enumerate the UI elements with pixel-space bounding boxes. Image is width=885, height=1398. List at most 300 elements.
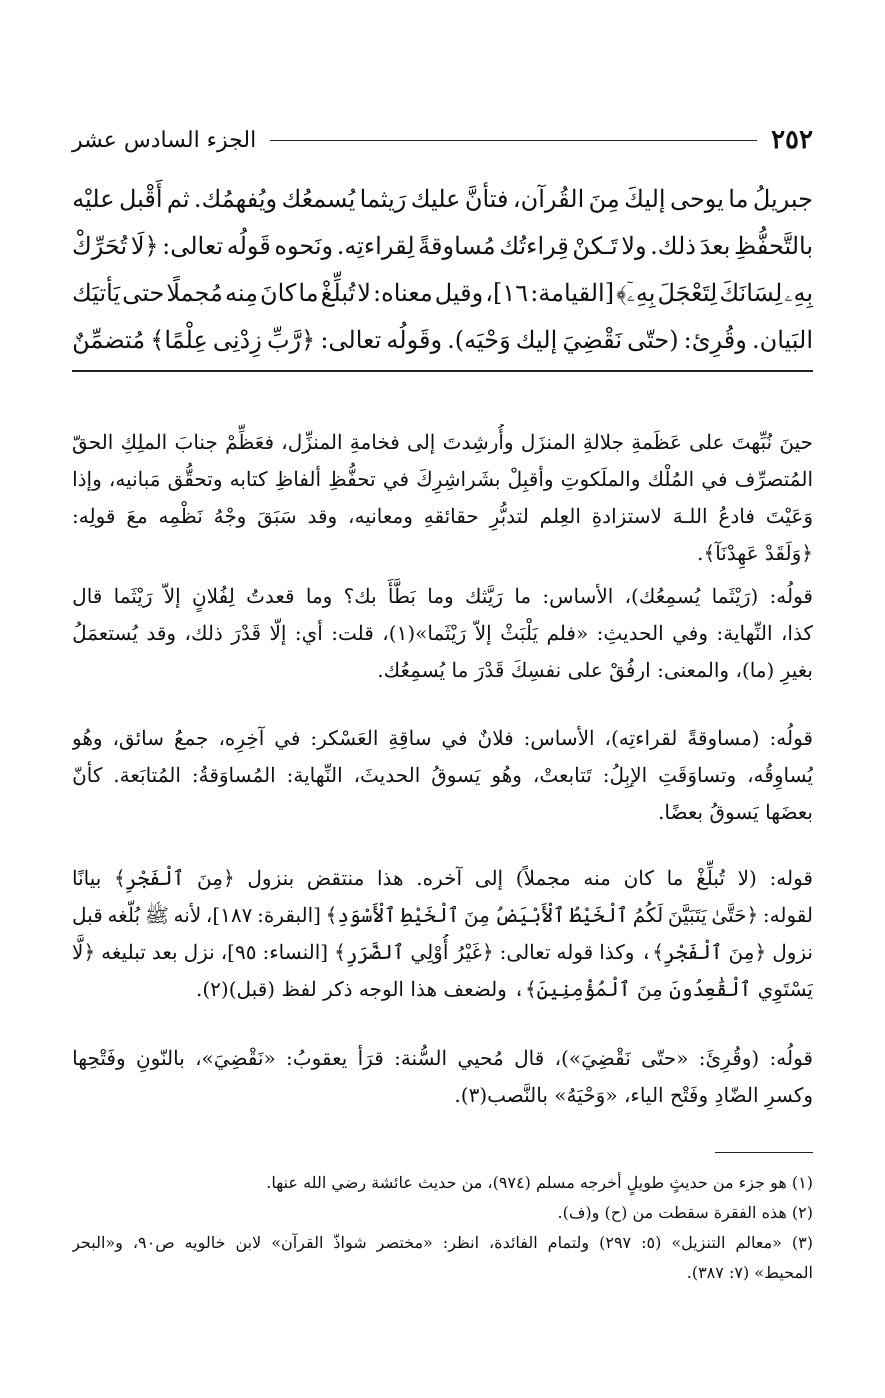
main-text-line	[72, 176, 813, 223]
word: «وَحْيَهُ»	[554, 1083, 618, 1107]
word: ألفاظِ	[274, 467, 322, 491]
word: بالنّونِ	[135, 1046, 185, 1070]
word: وَحْيَه).	[447, 326, 511, 354]
word: حينَ	[779, 430, 813, 454]
word: يَسْتَوِي	[757, 977, 813, 1001]
word: (قبل)(٢).	[196, 977, 276, 1001]
word: الضّادِ	[714, 1083, 759, 1107]
word: الياء،	[623, 1083, 664, 1107]
word: حقائقهِ	[423, 504, 479, 528]
word: وكسرِ	[764, 1083, 813, 1107]
word: ذلك.	[650, 232, 696, 260]
word: الملِكِ	[120, 430, 168, 454]
word: اللـهَ	[672, 504, 708, 528]
word: بعد	[151, 940, 178, 964]
footnote-line	[72, 1168, 813, 1198]
word: ٩٥]،	[220, 940, 257, 964]
word: الله	[303, 1173, 327, 1192]
word: نَقْضِيَ»)،	[554, 1046, 631, 1070]
word: مِنَ	[588, 185, 620, 213]
word: كانَ	[259, 279, 297, 307]
word: ﷺ	[144, 903, 169, 927]
word: عليْه	[72, 185, 115, 213]
word: على	[567, 658, 603, 682]
word: مُساوقةً	[418, 232, 496, 260]
word: «نَقْضِيَ»،	[195, 1046, 276, 1070]
word: ولتمام	[547, 1233, 590, 1252]
word: ﴿وَلَقَدْ	[764, 541, 813, 565]
word: منتقض	[306, 866, 365, 890]
word: يَتَبَيَّنَ	[667, 903, 707, 927]
word: ص٩٠،	[132, 1233, 175, 1252]
word: لقراءتِه)،	[604, 726, 678, 750]
word: على	[689, 430, 725, 454]
word: العِلم	[539, 504, 581, 528]
word: يعقوبُ:	[286, 1046, 348, 1070]
word: بعضًا.	[658, 800, 704, 824]
word: لأنه	[173, 903, 202, 927]
word: قولُه:	[769, 584, 813, 608]
word: نَظْمِه	[158, 504, 203, 528]
word: ولا	[621, 232, 647, 260]
word: إلّا	[269, 621, 287, 645]
word: بك؟	[343, 584, 377, 608]
word: وقد	[146, 621, 177, 645]
word: فادعُ	[718, 504, 755, 528]
word: لتدبُّرِ	[489, 504, 529, 528]
word: وما	[305, 584, 333, 608]
word: معناه:	[373, 279, 433, 307]
word: فلانٌ	[477, 726, 514, 750]
word: بَطَّأَ	[387, 584, 416, 608]
word: ﴿رَّبِّ	[266, 326, 316, 354]
commentary-line	[72, 897, 813, 934]
word: لفظ	[281, 977, 317, 1001]
word: وقُرِئ:	[683, 326, 747, 354]
word: سائق،	[112, 726, 165, 750]
commentary-line	[72, 1077, 813, 1114]
word: النِّهاية:	[286, 763, 343, 787]
word: في	[274, 726, 301, 750]
word: كان	[623, 866, 654, 890]
word: ٢٩٧)	[599, 1233, 632, 1252]
word: قال	[72, 584, 103, 608]
word: المُتابَعة.	[113, 763, 181, 787]
commentary-line	[72, 794, 813, 831]
word: (وقُرِئَ:	[698, 1046, 760, 1070]
word: ٱلْقَٰعِدُونَ	[669, 977, 752, 1001]
word: هذه	[761, 1203, 787, 1222]
word: الحديثِ:	[596, 621, 664, 645]
word: «مختصر	[376, 1233, 433, 1252]
word: «معالم	[735, 1233, 782, 1252]
page-number: ٢٥٢	[771, 125, 813, 155]
word: عنها.	[266, 1173, 298, 1192]
word: وأُرشِدتَ	[442, 430, 514, 454]
header-rule	[270, 140, 757, 141]
word: قَدْرَ	[474, 658, 505, 682]
word: و(ف).	[557, 1203, 600, 1222]
word: تعالى:	[162, 232, 224, 260]
word: تحفُّظِ	[328, 467, 376, 491]
word: مِنَ	[463, 903, 490, 927]
word: لِفُلانٍ	[191, 584, 235, 608]
word: بنزول	[247, 866, 295, 890]
word: في	[382, 467, 410, 491]
word: (ما)،	[735, 658, 775, 682]
word: مَبانيه،	[108, 467, 161, 491]
word: ١٦]،	[485, 279, 529, 307]
footnotes	[72, 1168, 813, 1288]
word: مِنَ	[636, 977, 663, 1001]
word: مِنه	[224, 279, 258, 307]
word: (ح)	[604, 1203, 628, 1222]
word: إليك	[515, 326, 558, 354]
word: ٱلْخَيْطِ	[400, 903, 460, 927]
commentary-line	[72, 971, 813, 1008]
word: الحديثَ،	[353, 763, 421, 787]
word: حديثٍ	[669, 1173, 708, 1192]
word: وقد	[307, 504, 338, 528]
word: (٩٧٤)،	[487, 1173, 531, 1192]
commentary-line	[72, 934, 813, 971]
word: وفَتْحِها	[72, 1046, 126, 1070]
word: وجْهُ	[213, 504, 247, 528]
word: و«البحر	[72, 1233, 123, 1252]
word: وهُو	[72, 726, 103, 750]
word: وكذا	[599, 940, 635, 964]
word: التنزيل»	[671, 1233, 726, 1252]
word: وإذا	[72, 467, 102, 491]
word: لِقراءتِه.	[336, 232, 415, 260]
word: جبريلُ	[752, 185, 813, 213]
word: نفسِكَ	[510, 658, 562, 682]
word: لقوله:	[762, 903, 813, 927]
word: قولُه:	[769, 726, 813, 750]
word: قِراءتُك	[499, 232, 569, 260]
commentary-line	[72, 498, 813, 535]
word: يَسوقُ	[709, 800, 759, 824]
word: ما	[451, 658, 469, 682]
word: وفي	[672, 621, 709, 645]
word: سقطت	[658, 1203, 709, 1222]
word: وتحقُّق	[167, 467, 223, 491]
word: جنابَ	[174, 430, 218, 454]
word: الأساس:	[523, 726, 595, 750]
footnote-rule	[715, 1152, 813, 1153]
word: قَدْرَ	[231, 621, 261, 645]
word: ثم	[166, 185, 190, 213]
word: مُحيي	[457, 1046, 504, 1070]
word: عليك	[410, 185, 461, 213]
word: ٱلْأَسْوَدِ﴾	[325, 903, 396, 927]
word: قولِه:	[72, 504, 116, 528]
word: النِّهاية:	[716, 621, 773, 645]
word: قوله:	[769, 866, 813, 890]
commentary-line	[72, 615, 813, 652]
word: ٱلضَّرَرِ﴾	[334, 940, 405, 964]
word: قعدتُ	[246, 584, 295, 608]
word: بِهِۦٓ﴾	[616, 279, 656, 307]
main-text-line	[72, 270, 813, 317]
word: تعالى:	[320, 326, 382, 354]
word: يُساوِقُه،	[747, 763, 813, 787]
running-title: الجزء السادس عشر	[72, 127, 257, 153]
commentary-line	[72, 757, 813, 794]
word: هذا	[377, 866, 404, 890]
word: المُتصرِّف	[734, 467, 813, 491]
word: المُساوَقةُ:	[191, 763, 276, 787]
word: (١)	[791, 1173, 813, 1192]
word: يَأتيَك	[72, 279, 121, 307]
word: الحقّ	[72, 430, 114, 454]
word: هو	[770, 1173, 787, 1192]
word: حديث	[418, 1173, 457, 1192]
word: عِلْمًا﴾	[150, 326, 208, 354]
word: خالويه	[184, 1233, 226, 1252]
word: البَيان.	[751, 326, 813, 354]
word: تبليغه	[101, 940, 146, 964]
word: رضي	[331, 1173, 367, 1192]
word: زِدْنِى	[212, 326, 262, 354]
word: من	[632, 1203, 654, 1222]
word: نُبِّهتَ	[731, 430, 773, 454]
word: ٣٨٧).	[686, 1263, 724, 1282]
word: وهُو	[491, 763, 522, 787]
commentary-line	[72, 652, 813, 689]
word: وقيل	[434, 279, 484, 307]
word: من	[461, 1173, 483, 1192]
word: جزء	[738, 1173, 765, 1192]
word: وقَولُه	[386, 326, 443, 354]
word: إلى	[407, 430, 436, 454]
word: بغيرِ	[780, 658, 813, 682]
word: الوجه	[358, 977, 404, 1001]
word: رَيْثَما»(١)،	[382, 621, 467, 645]
word: القرآن»	[271, 1233, 324, 1252]
main-text	[72, 176, 813, 364]
word: لا	[357, 279, 371, 307]
word: بشَراشِرِكَ	[416, 467, 501, 491]
word: المنزَل	[520, 430, 576, 454]
word: يُسمِعُك.	[377, 658, 446, 682]
word: رَيثما	[359, 185, 407, 213]
word: بالتَّحفُّظِ	[734, 232, 813, 260]
word: ما	[514, 584, 532, 608]
commentary-line	[72, 1040, 813, 1077]
word: (لا	[737, 866, 757, 890]
word: ٱلْمُؤْمِنِينَ﴾،	[513, 977, 631, 1001]
word: وتساوَقَتِ	[658, 763, 737, 787]
word: بِهِۦ	[784, 279, 813, 307]
word: عَظَمةِ	[631, 430, 682, 454]
main-text-line	[72, 317, 813, 364]
word: رَيْثَما	[113, 584, 153, 608]
word: (حتّى	[627, 326, 679, 354]
word: تَـكنْ	[572, 232, 618, 260]
word: معَ	[126, 504, 148, 528]
word: طويلٍ	[626, 1173, 665, 1192]
word: أُوْلِي	[410, 940, 449, 964]
word: تُبلِّغْ	[320, 279, 356, 307]
word: ﴿غَيْرُ	[454, 940, 494, 964]
word: السُّنة:	[394, 1046, 448, 1070]
footnote-line	[72, 1198, 813, 1228]
word: ما	[298, 279, 319, 307]
word: يُسمِعُك)،	[624, 584, 701, 608]
word: ﴿لَّا	[72, 940, 96, 964]
word: وفَتْح	[669, 1083, 709, 1107]
text-commentary-separator	[72, 370, 813, 372]
word: ﴿حَتَّىٰ	[711, 903, 759, 927]
word: إليكَ	[624, 185, 666, 213]
word: آخره.	[416, 866, 463, 890]
word: ساقِةِ	[388, 726, 432, 750]
word: قلت:	[331, 621, 374, 645]
word: مُجملًا	[166, 279, 223, 307]
word: فعَظِّمْ	[225, 430, 275, 454]
word: قوله	[556, 940, 594, 964]
word: تعالى:	[499, 940, 551, 964]
word: لابن	[235, 1233, 262, 1252]
word: يَلْبَثْ	[500, 621, 539, 645]
word: [القيامة:	[530, 279, 615, 307]
word: عائشة	[371, 1173, 413, 1192]
word: الفقرة	[713, 1203, 757, 1222]
word: آخِرِه،	[218, 726, 265, 750]
commentary-line	[72, 578, 813, 615]
word: سَبَقَ	[257, 504, 297, 528]
word: ٱلْفَجْرِ﴾،	[640, 940, 723, 964]
word: ٱلْأَبْيَضُ	[494, 903, 565, 927]
word: منه	[583, 866, 611, 890]
word: ذلك،	[184, 621, 223, 645]
word: «حتّى	[641, 1046, 689, 1070]
main-text-line	[72, 223, 813, 270]
word: (٧:	[728, 1263, 750, 1282]
word: ولضعف	[443, 977, 507, 1001]
word: إلاّ	[163, 584, 181, 608]
running-head	[72, 120, 813, 160]
word: ومعانيه،	[348, 504, 413, 528]
word: نَقْضِيَ	[562, 326, 622, 354]
commentary-line	[72, 424, 813, 461]
word: بالنَّصب(٣).	[454, 1083, 548, 1107]
word: ١٨٧]،	[205, 903, 253, 927]
word: أي:	[294, 621, 323, 645]
word: يُستعمَلُ	[72, 621, 138, 645]
footnote-line	[72, 1258, 813, 1288]
word: قَولُه	[226, 232, 271, 260]
word: قولُه:	[769, 1046, 813, 1070]
commentary-paragraph	[72, 720, 813, 831]
word: الإبِلُ:	[602, 763, 648, 787]
word: أَقْبل	[118, 185, 163, 213]
commentary-paragraph	[72, 424, 813, 572]
word: ما	[728, 185, 749, 213]
word: الأساس:	[542, 584, 614, 608]
word: ٱلْفَجْرِ﴾	[114, 866, 185, 890]
word: قبل	[72, 903, 103, 927]
word: ويُفهمُك.	[193, 185, 278, 213]
word: عَهِدْنَآ﴾.	[697, 541, 759, 565]
word: ٱلْخَيْطُ	[569, 903, 629, 927]
word: [البقرة:	[257, 903, 321, 927]
word: كذا،	[780, 621, 813, 645]
word: المُلْك	[647, 467, 695, 491]
word: بعدَ	[699, 232, 731, 260]
word: المحيط»	[754, 1263, 813, 1282]
word: العَسْكر:	[310, 726, 379, 750]
word: ارفُقْ	[609, 658, 651, 682]
word: نزول	[772, 940, 813, 964]
word: ما	[666, 866, 684, 890]
word: «فلم	[546, 621, 589, 645]
word: من	[712, 1173, 734, 1192]
word: ونَحوه	[274, 232, 334, 260]
word: إلاّ	[474, 621, 492, 645]
word: قرَأ	[357, 1046, 384, 1070]
commentary-paragraph	[72, 578, 813, 689]
word: كتابه	[229, 467, 268, 491]
word: لِتَعْجَلَ	[657, 279, 718, 307]
word: (مساوقةً	[687, 726, 760, 750]
word: شواذّ	[333, 1233, 367, 1252]
word: جمعُ	[173, 726, 209, 750]
word: يوحى	[669, 185, 724, 213]
word: تَتابعتْ،	[532, 763, 592, 787]
word: انظر:	[442, 1233, 480, 1252]
word: جلالةِ	[582, 430, 625, 454]
word: يُسمعُك	[281, 185, 356, 213]
word: (٣)	[791, 1233, 813, 1252]
word: تُحَرِّكْ	[72, 232, 128, 260]
word: ﴿لَا	[130, 232, 159, 260]
word: أخرجه	[579, 1173, 622, 1192]
word: لاستزادةِ	[591, 504, 662, 528]
word: وَعَيْتَ	[765, 504, 813, 528]
word: يَسوقُ	[431, 763, 481, 787]
word: قال	[514, 1046, 545, 1070]
word: وما	[427, 584, 454, 608]
word: لِسَانَكَ	[719, 279, 783, 307]
commentary-line	[72, 461, 813, 498]
word: مسلم	[535, 1173, 575, 1192]
word: الفائدة،	[489, 1233, 538, 1252]
word: (٥:	[641, 1233, 662, 1252]
commentary-paragraph	[72, 860, 813, 1008]
word: مُتضمِّنٌ	[72, 326, 146, 354]
word: هذا	[410, 977, 437, 1001]
word: إلى	[474, 866, 504, 890]
word: بُلّغه	[107, 903, 141, 927]
commentary-paragraph	[72, 1040, 813, 1114]
word: ذكر	[323, 977, 353, 1001]
word: (٢)	[791, 1203, 813, 1222]
word: كأنّ	[72, 763, 103, 787]
word: ﴿مِنَ	[197, 866, 235, 890]
footnote-line	[72, 1228, 813, 1258]
word: لَكُمُ	[632, 903, 664, 927]
word: في	[441, 726, 468, 750]
word: نزل	[183, 940, 215, 964]
commentary-line	[72, 535, 813, 572]
word: تُبلِّغْ	[696, 866, 725, 890]
commentary-line	[72, 860, 813, 897]
word: فخامةِ	[349, 430, 400, 454]
word: فتأنَّ	[464, 185, 509, 213]
word: (رَيْثَما	[711, 584, 759, 608]
